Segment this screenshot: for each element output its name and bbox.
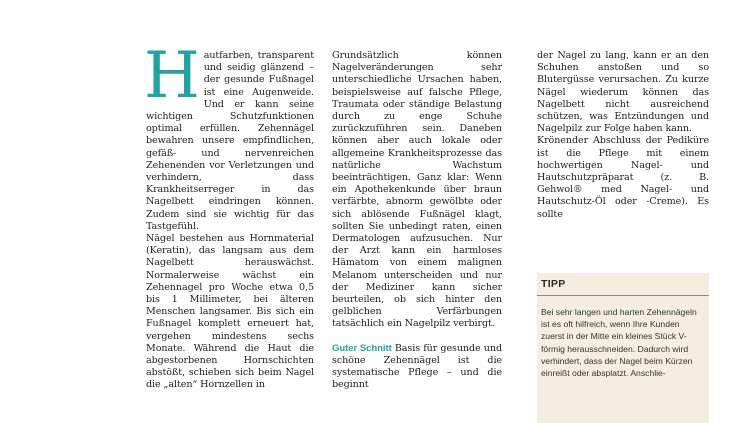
tip-box [537, 273, 709, 423]
paragraph-text: Basis für gesunde und schöne Zehennägel ist die systematische Pflege – und die beginnt [332, 342, 502, 391]
paragraph-with-subhead [332, 343, 502, 392]
article-column-3 [537, 50, 709, 221]
paragraph: autfarben, transparent und seidig glänzend – der gesunde Fußnagel ist eine Augenweide. Und er kann seine wichtigen Schutzfunktionen optimal erfüllen. Zehennägel bewahren unsere empfindlichen, gefäß- und nervenreichen Zehenenden vor Verletzungen und verhindern, dass Krankheitserreger in das Nagelbett eindringen können. Zudem sind sie wichtig für das Tastgefühl. [146, 50, 314, 232]
paragraph: Krönender Abschluss der Pediküre ist die Pflege mit einem hochwertigen Nagel- und Hautschutzpräparat (z. B. Gehwol® med Nagel- und Hautschutz-Öl oder -Creme). Es sollte [537, 135, 709, 220]
paragraph: Nägel bestehen aus Hornmaterial (Keratin), das langsam aus dem Nagelbett herauswächst. Normalerweise wächst ein Zehennagel pro Woche etwa 0,5 bis 1 Millimeter, bei älteren Menschen langsamer. Bis sich ein Fußnagel komplett erneuert hat, vergehen mindestens sechs Monate. Während die Haut die abgestorbenen Hornschichten abstößt, schieben sich beim Nagel die „alten“ Hornzellen in [146, 233, 314, 391]
article-column-2 [332, 50, 502, 392]
article-column-1 [144, 39, 314, 392]
tip-title: TIPP [537, 273, 709, 296]
tip-text: Bei sehr langen und harten Zehennägeln ist es oft hilfreich, wenn Ihre Kunden zuerst in der Mitte ein kleines Stück V-förmig herausschneiden. Dadurch wird verhindert, dass der Nagel beim Kürzen einreißt oder absplatzt. Anschlie- [541, 307, 697, 379]
paragraph: Grundsätzlich können Nagelveränderungen sehr unterschiedliche Ursachen haben, beispielsweise auf falsche Pflege, Traumata oder ständige Belastung durch zu enge Schuhe zurückzuführen sein. Daneben können aber auch lokale oder allgemeine Krankheitsprozesse das natürliche Wachstum beeinträchtigen. Ganz klar: Wenn ein Apothekenkunde über braun verfärbte, abnorm gewölbte oder sich ablösende Fußnägel klagt, sollten Sie unbedingt raten, einen Dermatologen aufzusuchen. Nur der Arzt kann ein harmloses Hämatom von einem malignen Melanom unterscheiden und nur der Mediziner kann sicher beurteilen, ob sich hinter den gelblichen Verfärbungen tatsächlich ein Nagelpilz verbirgt. [332, 50, 502, 330]
drop-cap: H [144, 39, 200, 113]
subheading-guter-schnitt: Guter Schnitt [332, 342, 392, 354]
paragraph: der Nagel zu lang, kann er an den Schuhen anstoßen und so Blutergüsse verursachen. Zu kurze Nägel wiederum können das Nagelbett nicht ausreichend schützen, was Entzündungen und Nagelpilz zur Folge haben kann. [537, 50, 709, 135]
